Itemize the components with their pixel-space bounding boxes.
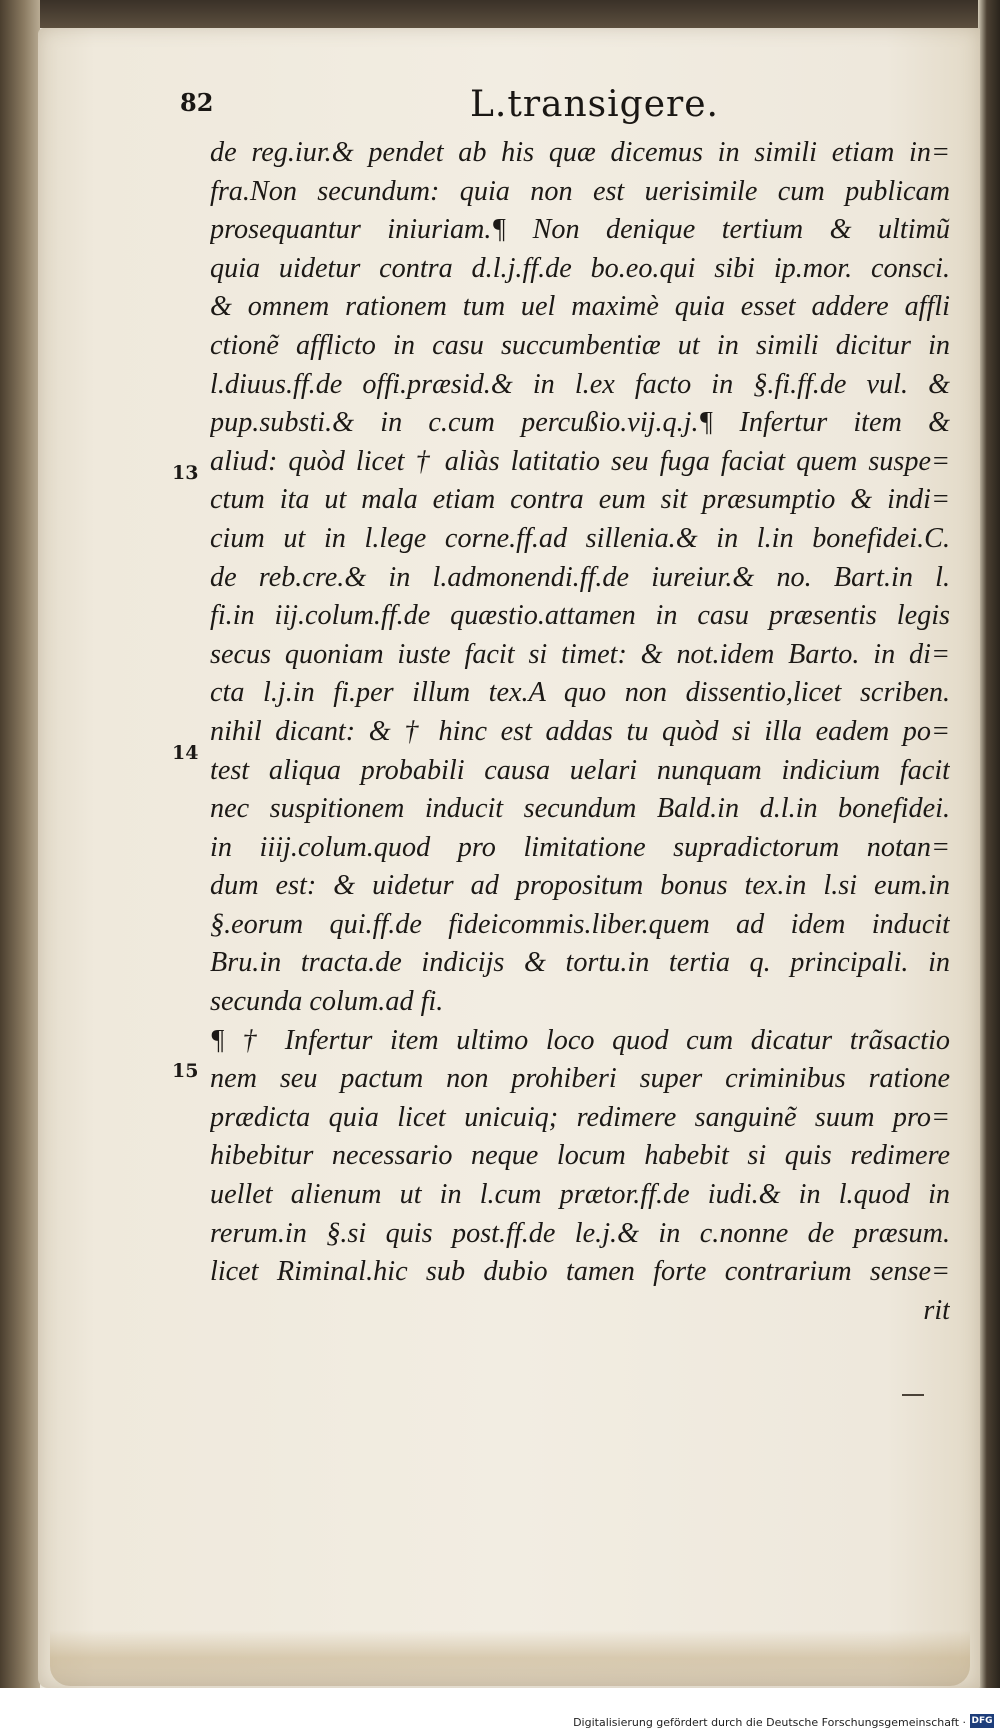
text-line: nec suspitionem inducit secundum Bald.in d.l.in bonefidei. [210,793,950,825]
text-line: prosequantur iniuriam.¶ Non denique tertium & ultimũ [210,214,950,246]
body-text [210,134,950,1330]
book-gutter-shadow [0,0,40,1690]
text-line: pup.substi.& in c.cum percußio.vij.q.j.¶ Infertur item & [210,407,950,439]
catchword: rit [923,1294,950,1326]
text-line: quia uidetur contra d.l.j.ff.de bo.eo.qui sibi ip.mor. consci. [210,252,950,284]
book-edge-shadow [978,0,1000,1690]
text-line: cta l.j.in fi.per illum tex.A quo non dissentio,licet scriben. [210,677,950,709]
text-line: hibebitur necessario neque locum habebit si quis redimere [210,1140,950,1172]
margin-number: 15 [172,1060,199,1082]
text-line: l.diuus.ff.de offi.præsid.& in l.ex facto in §.fi.ff.de vul. & [210,368,950,400]
text-line: ctionẽ afflicto in casu succumbentiæ ut in simili dicitur in [210,329,950,361]
text-line: de reg.iur.& pendet ab his quæ dicemus in simili etiam in= [210,137,950,168]
text-line: ¶ † Infertur item ultimo loco quod cum dicatur trãsactio [210,1024,950,1056]
text-line: test aliqua probabili causa uelari nunquam indicium facit [210,754,950,786]
page-number: 82 [180,88,214,117]
text-line: dum est: & uidetur ad propositum bonus tex.in l.si eum.in [210,870,950,902]
text-line: licet Riminal.hic sub dubio tamen forte contrarium sense= [210,1256,950,1288]
running-head: L.transigere. [470,84,719,125]
text-line: de reb.cre.& in l.admonendi.ff.de iureiur.& no. Bart.in l. [210,561,950,593]
text-line: prædicta quia licet unicuiq; redimere sanguinẽ suum pro= [210,1101,950,1133]
text-line: §.eorum qui.ff.de fideicommis.liber.quem ad idem inducit [210,908,950,940]
text-line: nihil dicant: & † hinc est addas tu quòd si illa eadem po= [210,715,950,747]
text-line: rerum.in §.si quis post.ff.de le.j.& in c.nonne de præsum. [210,1217,950,1249]
text-line: aliud: quòd licet † aliàs latitatio seu fuga faciat quem suspe= [210,445,950,477]
text-line: in iiij.colum.quod pro limitatione supradictorum notan= [210,831,950,863]
text-line: nem seu pactum non prohiberi super criminibus ratione [210,1063,950,1095]
text-line: cium ut in l.lege corne.ff.ad sillenia.& in l.in bonefidei.C. [210,522,950,554]
margin-number: 14 [172,742,199,764]
text-line: uellet alienum ut in l.cum prætor.ff.de iudi.& in l.quod in [210,1179,950,1211]
margin-number: 13 [172,462,199,484]
text-line: & omnem rationem tum uel maximè quia esset addere affli [210,291,950,323]
text-line: ctum ita ut mala etiam contra eum sit præsumptio & indi= [210,484,950,516]
text-line: fi.in iij.colum.ff.de quæstio.attamen in casu præsentis legis [210,600,950,632]
funding-credit: Digitalisierung gefördert durch die Deutsche Forschungsgemeinschaft · [573,1716,966,1729]
page-stain [50,1630,970,1686]
scan-top-edge [0,0,1000,28]
text-line: secunda colum.ad fi. [210,986,444,1018]
catchword-rule [902,1394,924,1396]
text-line: secus quoniam iuste facit si timet: & not.idem Barto. in di= [210,638,950,670]
text-line: Bru.in tracta.de indicijs & tortu.in tertia q. principali. in [210,947,950,979]
text-line: fra.Non secundum: quia non est uerisimile cum publicam [210,175,950,207]
dfg-logo: DFG [971,1716,993,1726]
